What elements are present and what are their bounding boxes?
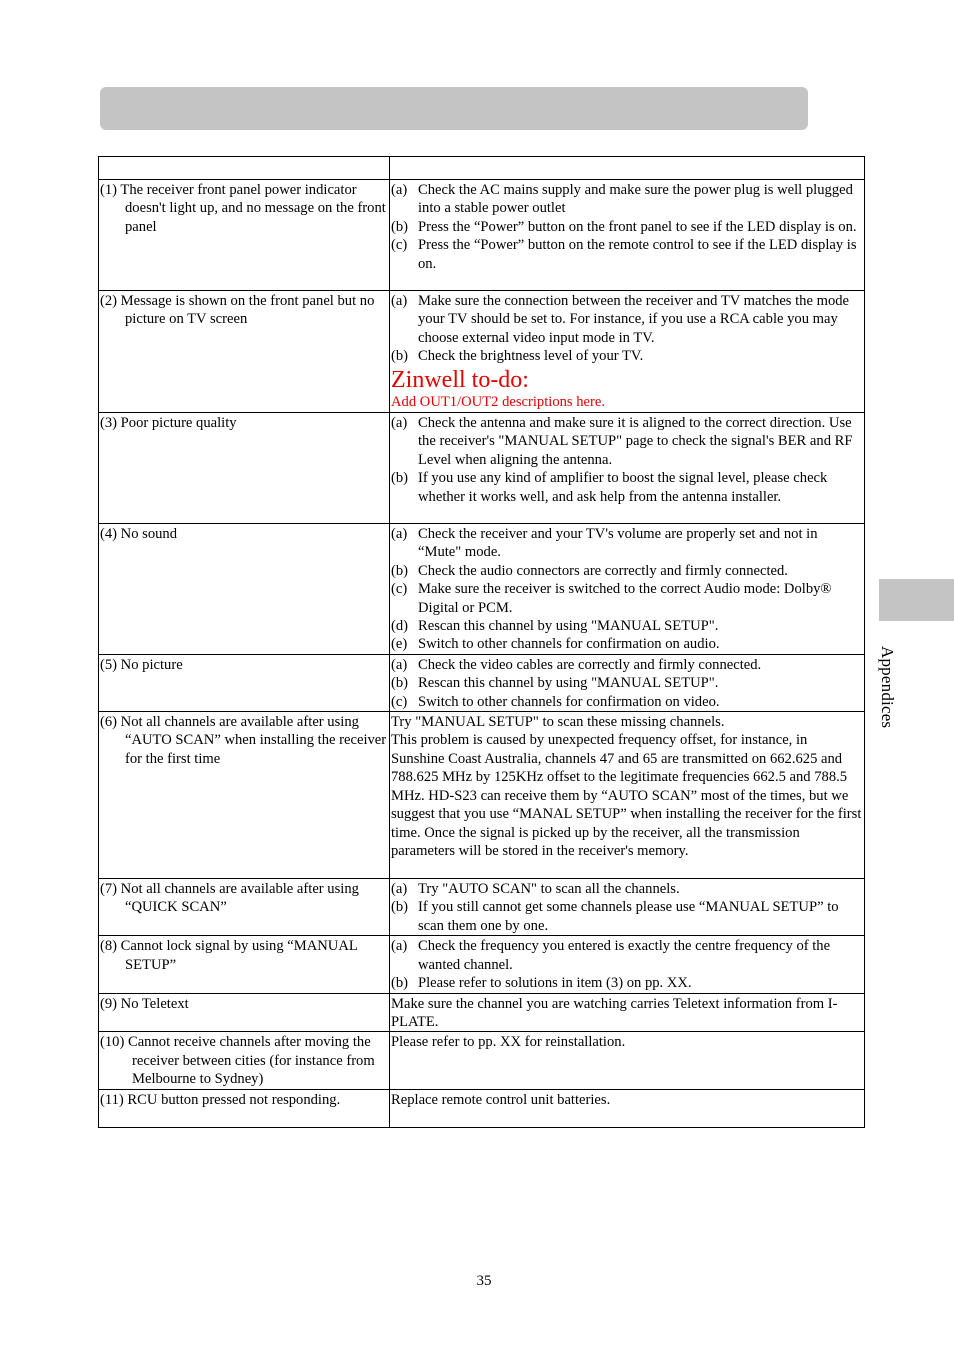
solution-label: (d) <box>391 618 409 635</box>
solution-label: (e) <box>391 636 408 653</box>
table-row <box>99 936 865 993</box>
solution-label: (b) <box>391 562 409 579</box>
solution-text: Make sure the connection between the receiver and TV matches the mode your TV should be set to. For instance, if you use a RCA cable you may choose external video input mode in TV. <box>418 293 850 346</box>
todo-note-title: Zinwell to-do: <box>391 366 529 393</box>
solution-label: (a) <box>391 293 408 309</box>
problem-text: (2) Message is shown on the front panel but no picture on TV screen <box>100 293 375 328</box>
table-row <box>99 1032 865 1089</box>
table-row <box>99 524 865 655</box>
problem-cell <box>99 712 390 879</box>
solution-label: (c) <box>391 693 408 710</box>
solution-item <box>391 292 863 347</box>
solution-text: Press the “Power” button on the front panel to see if the LED display is on. <box>418 218 857 235</box>
solution-label: (b) <box>391 470 409 487</box>
problem-cell <box>99 1089 390 1127</box>
problem-text: (11) RCU button pressed not responding. <box>100 1091 341 1108</box>
solution-cell <box>390 936 865 993</box>
header-cell-problem <box>99 157 390 180</box>
solution-item <box>391 525 863 562</box>
solution-cell <box>390 1089 865 1127</box>
table-row <box>99 993 865 1032</box>
solution-text: Please refer to solutions in item (3) on pp. XX. <box>418 975 692 992</box>
solution-text: Check the audio connectors are correctly and firmly connected. <box>418 562 788 579</box>
solution-cell <box>390 993 865 1032</box>
page-number: 35 <box>476 1273 492 1289</box>
table-row <box>99 712 865 879</box>
problem-text: (4) No sound <box>100 526 178 542</box>
solution-paragraph: Replace remote control unit batteries. <box>391 1091 611 1108</box>
solution-cell <box>390 413 865 524</box>
solution-paragraph: Try "MANUAL SETUP" to scan these missing channels. <box>391 714 725 731</box>
table-header-row <box>99 157 865 180</box>
solution-text: Rescan this channel by using "MANUAL SETUP". <box>418 675 719 692</box>
solution-paragraph: Please refer to pp. XX for reinstallation. <box>391 1034 626 1051</box>
solution-label: (a) <box>391 881 408 898</box>
problem-text: (9) No Teletext <box>100 995 189 1012</box>
solution-item <box>391 693 863 711</box>
problem-cell <box>99 413 390 524</box>
solution-label: (b) <box>391 975 409 992</box>
solution-label: (c) <box>391 237 408 254</box>
solution-label: (a) <box>391 415 408 431</box>
problem-cell <box>99 1032 390 1089</box>
solution-item <box>391 562 863 580</box>
solution-label: (a) <box>391 526 408 542</box>
section-side-tab <box>879 579 954 621</box>
solution-label: (a) <box>391 656 408 673</box>
solution-label: (b) <box>391 899 409 916</box>
section-header-bar <box>100 87 808 130</box>
solution-item <box>391 580 863 617</box>
solution-text: Check the AC mains supply and make sure the power plug is well plugged into a stable power outlet <box>418 182 853 217</box>
solution-item <box>391 218 863 236</box>
solution-cell <box>390 712 865 879</box>
solution-item <box>391 656 863 674</box>
table-row <box>99 291 865 413</box>
problem-cell <box>99 524 390 655</box>
solution-text: Check the frequency you entered is exactly the centre frequency of the wanted channel. <box>418 938 831 973</box>
solution-item <box>391 347 863 365</box>
problem-text: (8) Cannot lock signal by using “MANUAL SETUP” <box>100 938 358 973</box>
solution-paragraph: This problem is caused by unexpected frequency offset, for instance, in Sunshine Coast Australia, channels 47 and 65 are transmitted on 662.625 and 788.625 MHz by 125KHz offset to the legitimate frequencies 662.5 and 788.5 MHz. HD-S23 can receive them by “AUTO SCAN” most of the times, but we suggest that you use “MANAL SETUP” when installing the receiver for the first time. Once the signal is picked up by the receiver, all the transmission parameters will be stored in the receiver's memory. <box>391 732 862 859</box>
table-row <box>99 413 865 524</box>
problem-text: (6) Not all channels are available after using “AUTO SCAN” when installing the receiver for the first time <box>100 714 387 767</box>
solution-text: If you still cannot get some channels please use “MANUAL SETUP” to scan them one by one. <box>418 899 839 934</box>
problem-cell <box>99 879 390 936</box>
problem-cell <box>99 180 390 291</box>
problem-cell <box>99 993 390 1032</box>
solution-text: Check the receiver and your TV's volume are properly set and not in “Mute" mode. <box>418 526 818 561</box>
appendices-side-label: Appendices <box>878 646 897 729</box>
solution-item <box>391 937 863 974</box>
solution-item <box>391 469 863 506</box>
solution-cell <box>390 879 865 936</box>
solution-cell <box>390 180 865 291</box>
solution-item <box>391 674 863 692</box>
solution-text: If you use any kind of amplifier to boost the signal level, please check whether it works well, and ask help from the antenna installer. <box>418 470 828 505</box>
solution-item <box>391 414 863 469</box>
solution-label: (b) <box>391 675 409 692</box>
solution-cell <box>390 524 865 655</box>
header-cell-solution <box>390 157 865 180</box>
problem-text: (1) The receiver front panel power indicator doesn't light up, and no message on the front panel <box>100 182 386 235</box>
solution-label: (b) <box>391 218 409 235</box>
solution-item <box>391 635 863 653</box>
table-row <box>99 180 865 291</box>
solution-text: Check the brightness level of your TV. <box>418 348 644 365</box>
problem-text: (7) Not all channels are available after using “QUICK SCAN” <box>100 881 359 916</box>
todo-note-text: Add OUT1/OUT2 descriptions here. <box>391 393 605 410</box>
solution-item <box>391 974 863 992</box>
solution-cell <box>390 291 865 413</box>
problem-cell <box>99 654 390 711</box>
solution-text: Make sure the receiver is switched to the correct Audio mode: Dolby® Digital or PCM. <box>418 581 832 616</box>
solution-label: (c) <box>391 581 408 598</box>
solution-label: (a) <box>391 182 408 198</box>
problem-cell <box>99 291 390 413</box>
problem-cell <box>99 936 390 993</box>
solution-text: Check the antenna and make sure it is aligned to the correct direction. Use the receiver's "MANUAL SETUP" page to check the signal's BER and RF Level when aligning the antenna. <box>418 415 853 468</box>
solution-text: Switch to other channels for confirmation on audio. <box>418 636 720 653</box>
solution-item <box>391 617 863 635</box>
solution-item <box>391 236 863 273</box>
solution-item <box>391 898 863 935</box>
solution-text: Check the video cables are correctly and firmly connected. <box>418 656 762 673</box>
problem-text: (3) Poor picture quality <box>100 415 237 431</box>
solution-item <box>391 181 863 218</box>
solution-label: (b) <box>391 348 409 365</box>
problem-text: (10) Cannot receive channels after moving the receiver between cities (for instance from Melbourne to Sydney) <box>100 1034 375 1088</box>
solution-label: (a) <box>391 938 408 955</box>
troubleshooting-table <box>98 156 865 1128</box>
solution-cell <box>390 1032 865 1089</box>
table-row <box>99 654 865 711</box>
solution-text: Rescan this channel by using "MANUAL SETUP". <box>418 618 719 635</box>
solution-text: Switch to other channels for confirmation on video. <box>418 693 720 710</box>
table-row <box>99 1089 865 1127</box>
solution-item <box>391 880 863 898</box>
solution-cell <box>390 654 865 711</box>
table-row <box>99 879 865 936</box>
solution-text: Press the “Power” button on the remote control to see if the LED display is on. <box>418 237 857 272</box>
problem-text: (5) No picture <box>100 656 183 673</box>
solution-paragraph: Make sure the channel you are watching carries Teletext information from I-PLATE. <box>391 995 838 1030</box>
solution-text: Try "AUTO SCAN" to scan all the channels. <box>418 881 680 898</box>
